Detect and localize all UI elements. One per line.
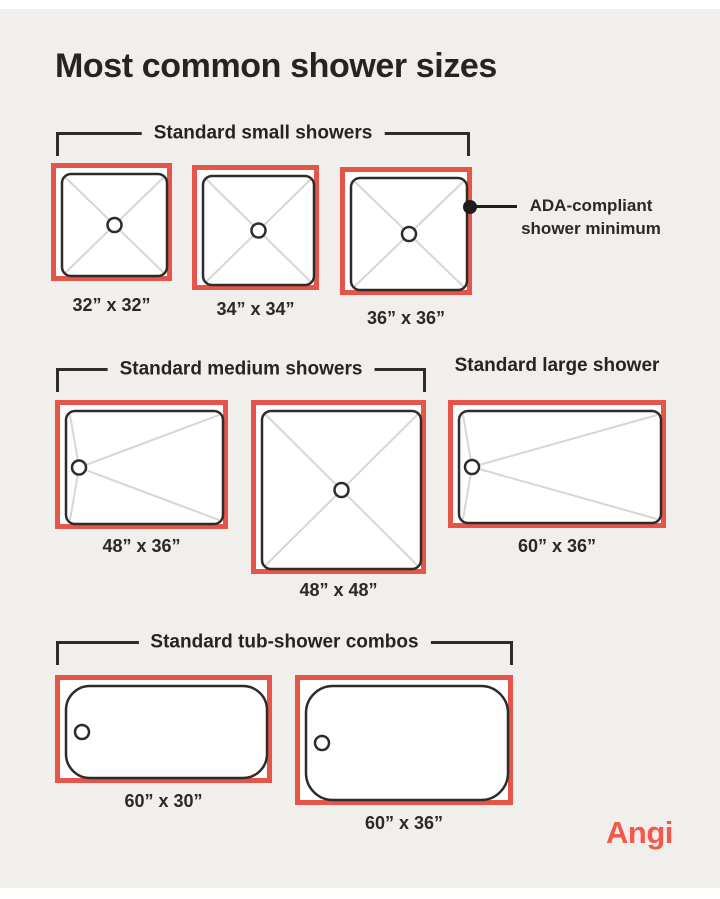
shower-pan-36x36-ada <box>340 167 472 295</box>
pan-outline <box>66 411 223 524</box>
size-label-60x36-large: 60” x 36” <box>517 536 597 556</box>
shower-pan-drawing <box>200 173 317 288</box>
drain-icon <box>72 461 86 475</box>
callout-line <box>470 205 517 208</box>
size-label-60x36-tub: 60” x 36” <box>364 813 444 833</box>
tub-outline <box>306 686 508 800</box>
size-label-48x36: 48” x 36” <box>102 536 181 556</box>
small-showers-label: Standard small showers <box>142 122 385 144</box>
slope-line <box>79 468 219 521</box>
drain-icon <box>402 227 416 241</box>
slope-line <box>472 467 657 519</box>
medium-showers-label: Standard medium showers <box>108 358 375 380</box>
tub-combos-label: Standard tub-shower combos <box>138 631 430 653</box>
tub-combos-bracket <box>56 631 513 665</box>
size-label-48x48: 48” x 48” <box>299 580 378 600</box>
ada-annotation: ADA-compliant shower minimum <box>521 196 661 238</box>
size-label-60x30: 60” x 30” <box>124 791 203 811</box>
drain-icon <box>108 218 122 232</box>
shower-pan-34x34 <box>192 165 319 290</box>
small-showers-bracket <box>56 122 470 156</box>
shower-pan-drawing <box>348 175 470 293</box>
tub-60x30 <box>55 675 272 783</box>
shower-pan-32x32 <box>51 163 172 281</box>
size-label-32x32: 32” x 32” <box>72 295 151 315</box>
drain-icon <box>335 483 349 497</box>
drain-icon <box>252 224 266 238</box>
shower-pan-drawing <box>63 408 226 527</box>
medium-showers-bracket <box>56 358 426 392</box>
shower-pan-drawing <box>456 408 664 526</box>
drain-icon <box>465 460 479 474</box>
tub-60x36 <box>295 675 513 805</box>
tub-drawing <box>303 683 511 803</box>
angi-logo: Angi <box>606 815 673 850</box>
slope-line <box>472 415 657 467</box>
large-shower-label: Standard large shower <box>454 355 660 376</box>
size-label-36x36: 36” x 36” <box>366 308 446 328</box>
tub-outline <box>66 686 267 778</box>
size-label-34x34: 34” x 34” <box>216 299 295 319</box>
pan-outline <box>459 411 661 523</box>
shower-pan-drawing <box>259 408 424 572</box>
shower-pan-60x36 <box>448 400 666 528</box>
drain-icon <box>315 736 329 750</box>
tub-drawing <box>63 683 270 781</box>
page-title: Most common shower sizes <box>55 47 497 85</box>
drain-icon <box>75 725 89 739</box>
shower-pan-drawing <box>59 171 170 279</box>
shower-pan-48x48 <box>251 400 426 574</box>
shower-pan-48x36 <box>55 400 228 529</box>
slope-line <box>79 415 219 468</box>
